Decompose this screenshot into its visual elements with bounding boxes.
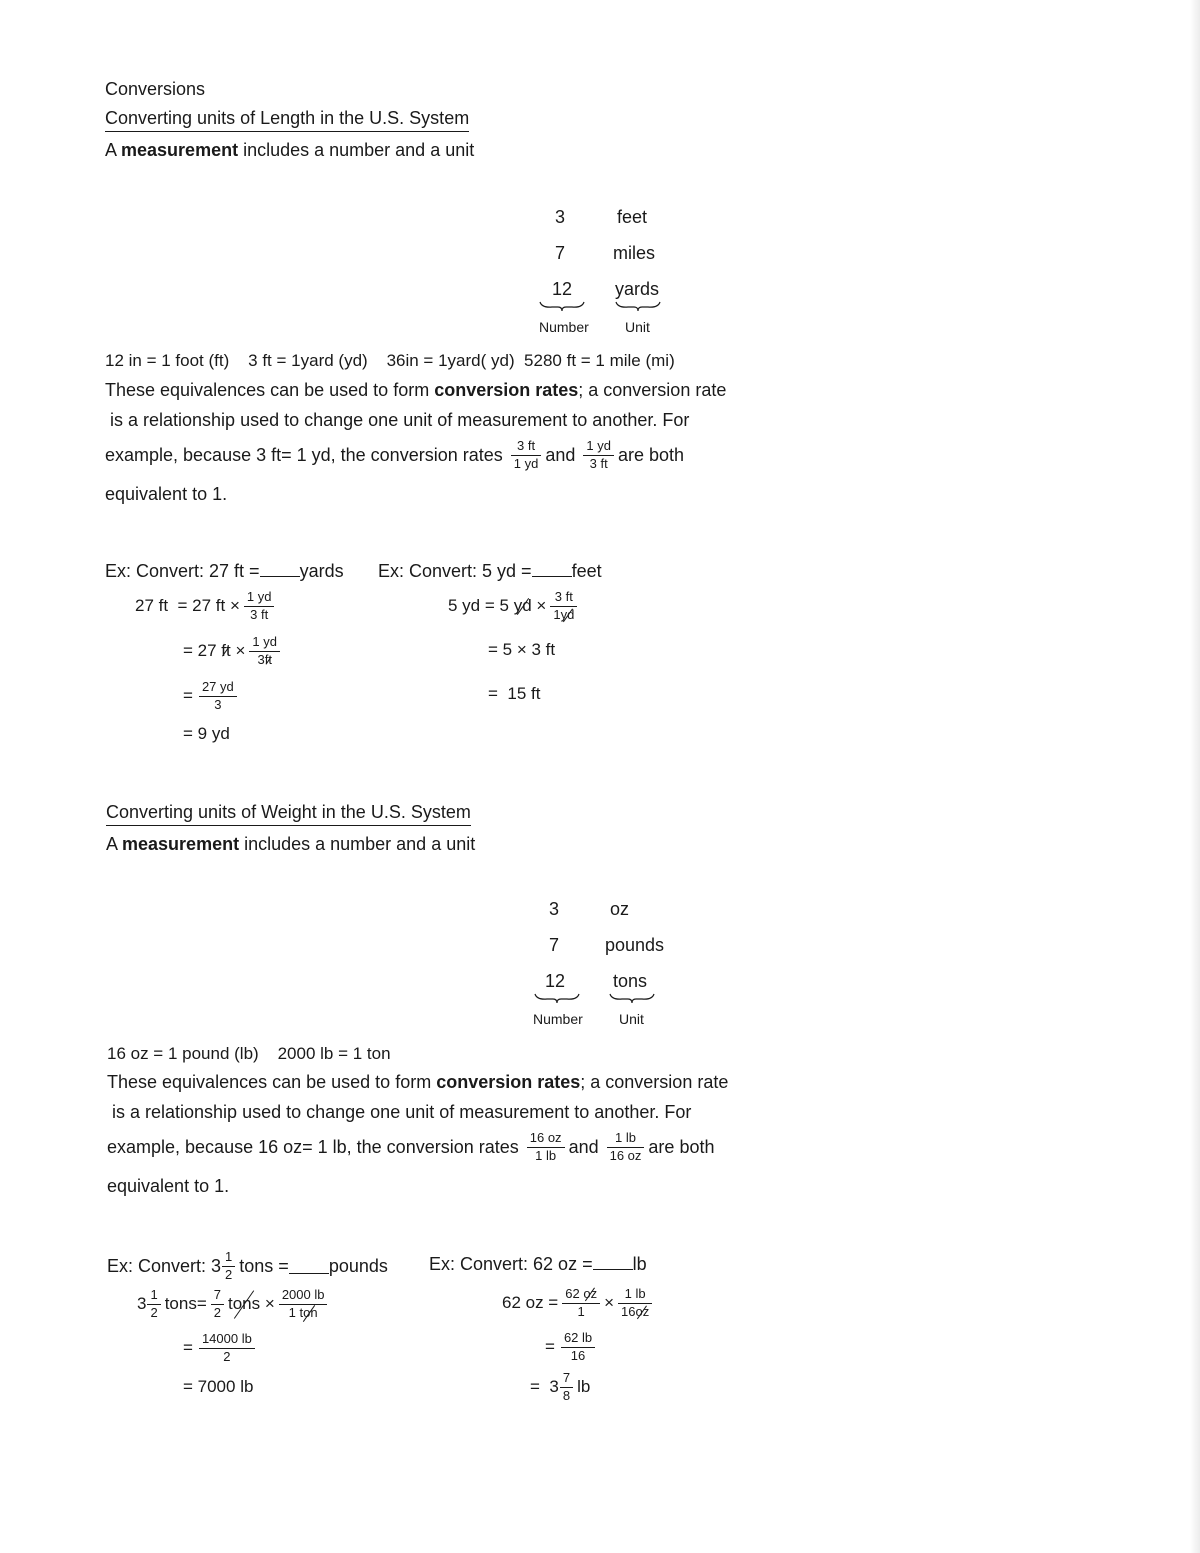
section-heading-length: Converting units of Length in the U.S. System bbox=[105, 108, 469, 132]
work-step bbox=[545, 1327, 599, 1367]
times-symbol: × bbox=[235, 641, 246, 660]
work-step bbox=[183, 1328, 259, 1368]
fraction-denominator: 2 bbox=[213, 1304, 221, 1320]
para-text: example, because 3 ft= 1 yd, the conversion rates bbox=[105, 444, 503, 465]
table-unit: yards bbox=[615, 279, 660, 299]
den-value: 16 bbox=[621, 1303, 636, 1319]
work-step: = 5 × 3 ft bbox=[488, 640, 556, 659]
example-header-text: pounds bbox=[328, 1255, 388, 1276]
work-step-result: = 7000 lb bbox=[183, 1377, 254, 1396]
example-header bbox=[429, 1254, 647, 1275]
fraction-denominator bbox=[618, 1304, 652, 1320]
answer-blank bbox=[532, 562, 572, 577]
para-text: and bbox=[568, 1136, 599, 1157]
example-header-text: Ex: Convert: 5 yd = bbox=[378, 561, 532, 581]
number-label: Number bbox=[533, 1011, 583, 1027]
para-text: ; a conversion rate bbox=[580, 1072, 729, 1092]
para-text: These equivalences can be used to form bbox=[105, 380, 435, 400]
fraction-numerator: 7 bbox=[560, 1371, 573, 1388]
example-header-text: yards bbox=[299, 561, 344, 581]
step-fraction bbox=[550, 590, 577, 623]
fraction-numerator: 16 oz bbox=[527, 1131, 565, 1148]
equals-symbol: = bbox=[183, 686, 193, 705]
fraction-numerator: 3 ft bbox=[550, 590, 577, 607]
fraction-denominator: 1 lb bbox=[535, 1147, 557, 1163]
paragraph-line: is a relationship used to change one unit of measurement to another. For bbox=[110, 410, 690, 430]
table-number: 7 bbox=[555, 243, 566, 263]
table-number: 12 bbox=[552, 279, 573, 299]
mixed-number-fraction bbox=[147, 1288, 160, 1321]
para-text: example, because 16 oz= 1 lb, the conversion rates bbox=[107, 1136, 519, 1157]
fraction-numerator: 7 bbox=[211, 1288, 224, 1305]
step-text: 3 bbox=[137, 1294, 147, 1313]
intro-prefix: A bbox=[106, 834, 123, 854]
example-header-text: tons = bbox=[239, 1255, 289, 1276]
step-fraction bbox=[244, 590, 275, 623]
measurement-definition bbox=[106, 834, 475, 855]
step-text: 5 yd = 5 bbox=[448, 596, 509, 615]
weight-equivalences: 16 oz = 1 pound (lb) 2000 lb = 1 ton bbox=[107, 1044, 391, 1063]
conversion-rate-fraction bbox=[527, 1131, 565, 1164]
fraction-numerator: 1 yd bbox=[583, 439, 614, 456]
step-fraction bbox=[618, 1287, 652, 1320]
table-unit: oz bbox=[610, 899, 630, 919]
fraction-denominator: 3 ft bbox=[589, 455, 608, 471]
fraction-denominator: 2 bbox=[223, 1348, 231, 1364]
conversion-rate-fraction bbox=[511, 439, 542, 472]
fraction-numerator: 1 bbox=[147, 1288, 160, 1305]
example-header bbox=[105, 561, 344, 582]
fraction-denominator: 1 bbox=[577, 1303, 585, 1319]
fraction-denominator: 3 bbox=[214, 696, 222, 712]
fraction-denominator bbox=[249, 652, 280, 668]
fraction-numerator: 1 bbox=[222, 1250, 235, 1267]
cancelled-unit: yd bbox=[513, 596, 532, 615]
fraction-numerator: 14000 lb bbox=[199, 1332, 255, 1349]
example-header-text: Ex: Convert: 27 ft = bbox=[105, 561, 260, 581]
step-text: lb bbox=[577, 1377, 591, 1396]
example-header-text: feet bbox=[571, 561, 602, 581]
number-brace-icon bbox=[538, 300, 586, 312]
fraction-numerator bbox=[562, 1287, 600, 1304]
fraction-numerator: 2000 lb bbox=[279, 1288, 328, 1305]
example-header-text: Ex: Convert: 62 oz = bbox=[429, 1254, 593, 1274]
step-fraction bbox=[561, 1331, 595, 1364]
fraction-denominator: 16 oz bbox=[609, 1147, 642, 1163]
para-text: These equivalences can be used to form bbox=[107, 1072, 437, 1092]
table-number: 3 bbox=[555, 207, 566, 227]
cancelled-unit: ft bbox=[221, 641, 231, 660]
cancelled-unit: oz bbox=[583, 1285, 598, 1301]
step-fraction bbox=[199, 680, 237, 713]
cancelled-unit: ton bbox=[299, 1304, 318, 1320]
para-text: are both bbox=[617, 444, 684, 465]
fraction-denominator bbox=[279, 1305, 328, 1321]
cancelled-unit: oz bbox=[635, 1303, 650, 1319]
paragraph-line bbox=[107, 1072, 728, 1093]
paragraph-line bbox=[105, 380, 726, 401]
page-title: Conversions bbox=[105, 79, 206, 99]
num-value: 62 bbox=[565, 1285, 580, 1301]
fraction-denominator: 3 ft bbox=[250, 606, 269, 622]
fraction-denominator: 2 bbox=[225, 1266, 233, 1282]
fraction-denominator bbox=[550, 607, 577, 623]
step-fraction bbox=[279, 1288, 328, 1321]
fraction-numerator: 1 yd bbox=[244, 590, 275, 607]
work-step bbox=[137, 1284, 331, 1324]
step-fraction bbox=[199, 1332, 255, 1365]
section-heading-weight: Converting units of Weight in the U.S. System bbox=[106, 802, 471, 826]
unit-brace-icon bbox=[608, 992, 656, 1004]
step-text: tons= bbox=[164, 1294, 207, 1313]
intro-prefix: A bbox=[105, 140, 122, 160]
fraction-numerator: 27 yd bbox=[199, 680, 237, 697]
step-text: = 27 bbox=[183, 641, 217, 660]
paragraph-line: equivalent to 1. bbox=[105, 484, 228, 504]
work-step bbox=[183, 631, 284, 671]
times-symbol: × bbox=[536, 596, 547, 615]
answer-blank bbox=[260, 562, 300, 577]
table-number: 12 bbox=[545, 971, 566, 991]
den-value: 1 bbox=[553, 606, 561, 622]
intro-bold: measurement bbox=[122, 834, 240, 854]
table-unit: pounds bbox=[605, 935, 665, 955]
unit-label: Unit bbox=[625, 319, 650, 335]
paragraph-line: equivalent to 1. bbox=[107, 1176, 230, 1196]
paragraph-line: is a relationship used to change one unit of measurement to another. For bbox=[112, 1102, 692, 1122]
table-unit: feet bbox=[617, 207, 648, 227]
table-number: 7 bbox=[549, 935, 560, 955]
intro-suffix: includes a number and a unit bbox=[239, 834, 476, 854]
para-text: ; a conversion rate bbox=[578, 380, 727, 400]
step-text: 27 ft = 27 ft × bbox=[135, 596, 240, 615]
intro-bold: measurement bbox=[121, 140, 239, 160]
fraction-numerator: 62 lb bbox=[561, 1331, 595, 1348]
unit-label: Unit bbox=[619, 1011, 644, 1027]
answer-blank bbox=[593, 1255, 633, 1270]
conversion-rate-fraction bbox=[607, 1131, 645, 1164]
fraction-numerator: 3 ft bbox=[511, 439, 542, 456]
example-header-text: lb bbox=[632, 1254, 647, 1274]
fraction-denominator: 16 bbox=[570, 1347, 586, 1363]
cancelled-unit: ft bbox=[264, 651, 272, 667]
work-step-result bbox=[530, 1367, 590, 1407]
mixed-number-fraction bbox=[560, 1371, 573, 1404]
fraction-denominator: 1 yd bbox=[513, 455, 539, 471]
work-step bbox=[135, 586, 278, 626]
conversion-rate-fraction bbox=[583, 439, 614, 472]
den-value: 1 bbox=[288, 1304, 296, 1320]
para-bold: conversion rates bbox=[434, 380, 579, 400]
length-equivalences: 12 in = 1 foot (ft) 3 ft = 1yard (yd) 36in = 1yard( yd) 5280 ft = 1 mile (mi) bbox=[105, 351, 675, 370]
example-header-text: Ex: Convert: 3 bbox=[107, 1255, 222, 1276]
number-label: Number bbox=[539, 319, 589, 335]
fraction-denominator: 8 bbox=[562, 1387, 571, 1403]
para-text: and bbox=[545, 444, 576, 465]
table-unit: tons bbox=[613, 971, 648, 991]
fraction-numerator: 1 lb bbox=[607, 1131, 645, 1148]
mixed-number-fraction bbox=[222, 1250, 235, 1283]
fraction-denominator: 2 bbox=[150, 1304, 158, 1320]
para-bold: conversion rates bbox=[436, 1072, 581, 1092]
fraction-numerator: 1 yd bbox=[249, 635, 280, 652]
cancelled-unit: yd bbox=[560, 606, 575, 622]
paragraph-line bbox=[107, 1125, 714, 1169]
example-header bbox=[107, 1246, 388, 1286]
cancelled-unit: tons bbox=[228, 1294, 261, 1313]
para-text: are both bbox=[648, 1136, 715, 1157]
example-header bbox=[378, 561, 602, 582]
answer-blank bbox=[289, 1259, 329, 1274]
work-step bbox=[502, 1283, 656, 1323]
work-step-result: = 15 ft bbox=[488, 684, 541, 703]
work-step-result: = 9 yd bbox=[183, 724, 230, 743]
table-unit: miles bbox=[613, 243, 656, 263]
table-number: 3 bbox=[549, 899, 560, 919]
step-fraction bbox=[249, 635, 280, 668]
intro-suffix: includes a number and a unit bbox=[238, 140, 475, 160]
fraction-numerator: 1 lb bbox=[618, 1287, 652, 1304]
times-symbol: × bbox=[264, 1294, 275, 1313]
unit-brace-icon bbox=[614, 300, 662, 312]
paragraph-line bbox=[105, 433, 684, 477]
step-fraction bbox=[562, 1287, 600, 1320]
work-step bbox=[448, 586, 581, 626]
equals-symbol: = bbox=[545, 1337, 555, 1356]
equals-symbol: = bbox=[183, 1338, 193, 1357]
scan-edge-shadow bbox=[1190, 0, 1200, 1553]
measurement-definition bbox=[105, 140, 474, 161]
work-step bbox=[183, 676, 241, 716]
times-symbol: × bbox=[604, 1293, 615, 1312]
step-fraction bbox=[211, 1288, 224, 1321]
step-text: = 3 bbox=[530, 1377, 559, 1396]
step-text: 62 oz = bbox=[502, 1293, 559, 1312]
den-value: 3 bbox=[257, 651, 265, 667]
number-brace-icon bbox=[533, 992, 581, 1004]
